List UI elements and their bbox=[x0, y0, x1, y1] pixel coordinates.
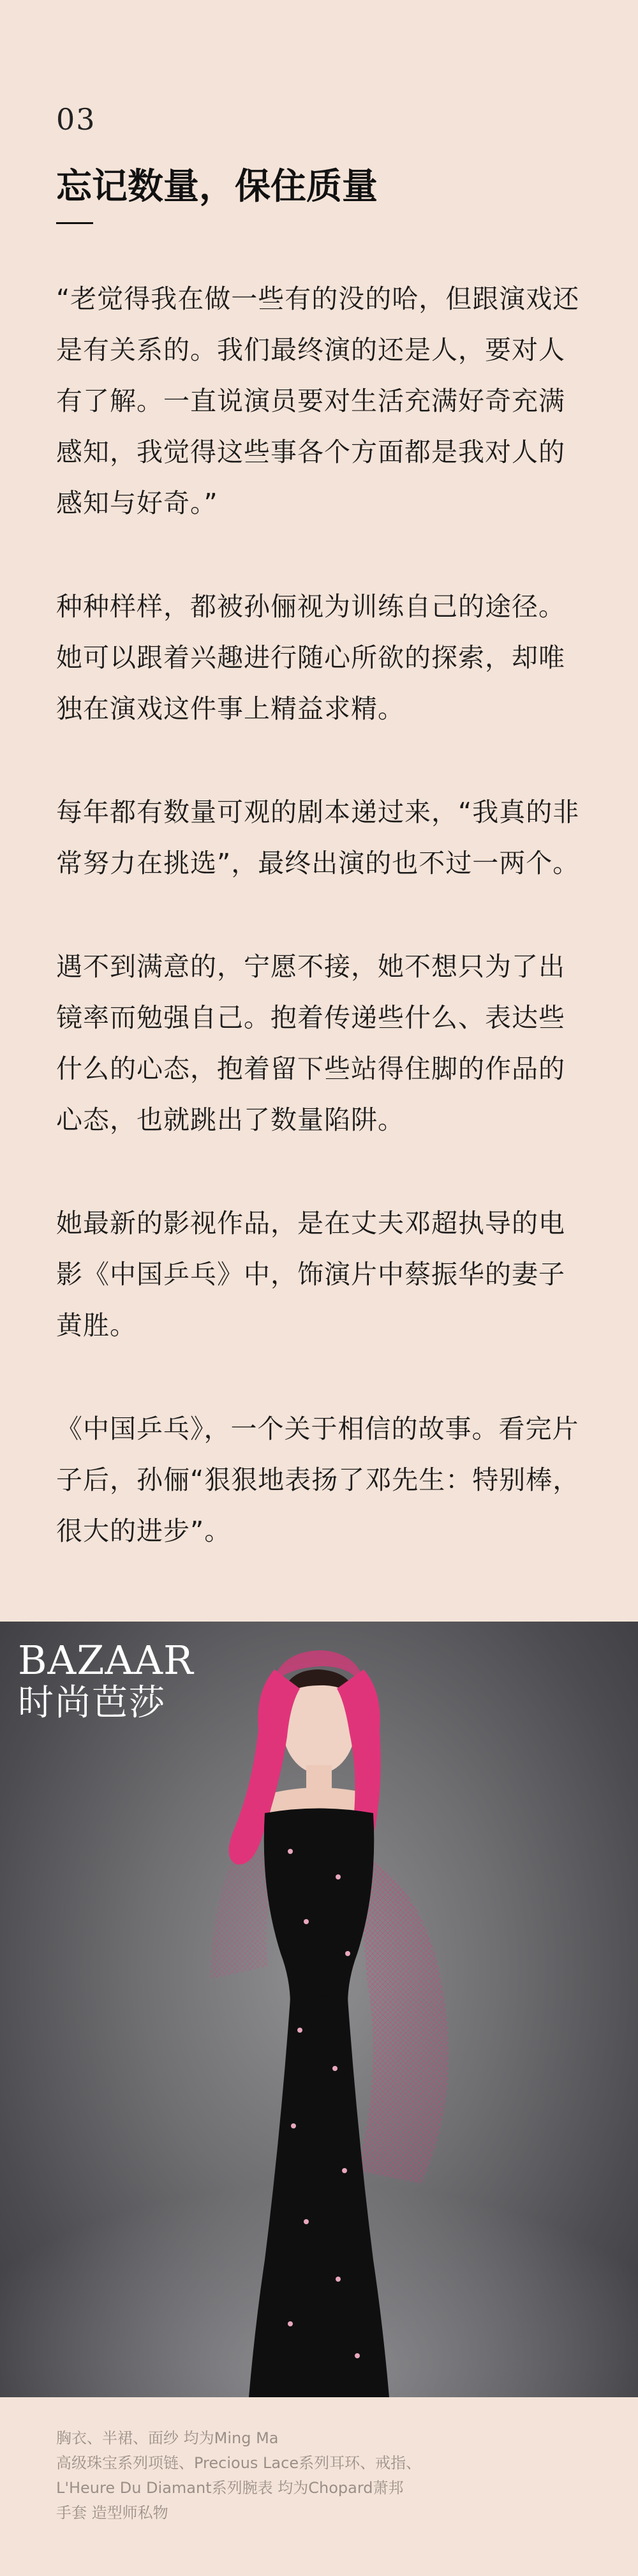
article-body bbox=[56, 273, 586, 1609]
bazaar-logo-chinese: 时尚芭莎 bbox=[18, 1682, 166, 1724]
paragraph: 她最新的影视作品，是在丈夫邓超执导的电影《中国乒乓》中，饰演片中蔡振华的妻子黄胜。 bbox=[56, 1208, 565, 1341]
section-number: 03 bbox=[56, 102, 96, 137]
bazaar-logo: BAZAAR bbox=[18, 1637, 194, 1683]
model-figure-illustration bbox=[0, 1622, 638, 2397]
paragraph: 《中国乒乓》，一个关于相信的故事。看完片子后，孙俪“狠狠地表扬了邓先生：特别棒，很大的进步”。 bbox=[56, 1413, 580, 1546]
paragraph: 遇不到满意的，宁愿不接，她不想只为了出镜率而勉强自己。抱着传递些什么、表达些什么的心态，抱着留下些站得住脚的作品的心态，也就跳出了数量陷阱。 bbox=[56, 951, 565, 1135]
editorial-photo bbox=[0, 1622, 638, 2397]
title-divider bbox=[56, 222, 93, 224]
credit-line: 胸衣、半裙、面纱 均为Ming Ma bbox=[56, 2429, 279, 2447]
section-title: 忘记数量，保住质量 bbox=[56, 166, 378, 207]
photo-credits bbox=[56, 2426, 605, 2526]
credit-line: L'Heure Du Diamant系列腕表 均为Chopard萧邦 bbox=[56, 2479, 404, 2497]
paragraph: 每年都有数量可观的剧本递过来，“我真的非常努力在挑选”，最终出演的也不过一两个。 bbox=[56, 797, 580, 878]
credit-line: 手套 造型师私物 bbox=[56, 2504, 168, 2522]
paragraph-quote: “老觉得我在做一些有的没的哈，但跟演戏还是有关系的。我们最终演的还是人，要对人有了解。一直说演员要对生活充满好奇充满感知，我觉得这些事各个方面都是我对人的感知与好奇。” bbox=[56, 283, 580, 518]
paragraph: 种种样样，都被孙俪视为训练自己的途径。她可以跟着兴趣进行随心所欲的探索，却唯独在演戏这件事上精益求精。 bbox=[56, 591, 565, 724]
credit-line: 高级珠宝系列项链、Precious Lace系列耳环、戒指、 bbox=[56, 2454, 422, 2472]
